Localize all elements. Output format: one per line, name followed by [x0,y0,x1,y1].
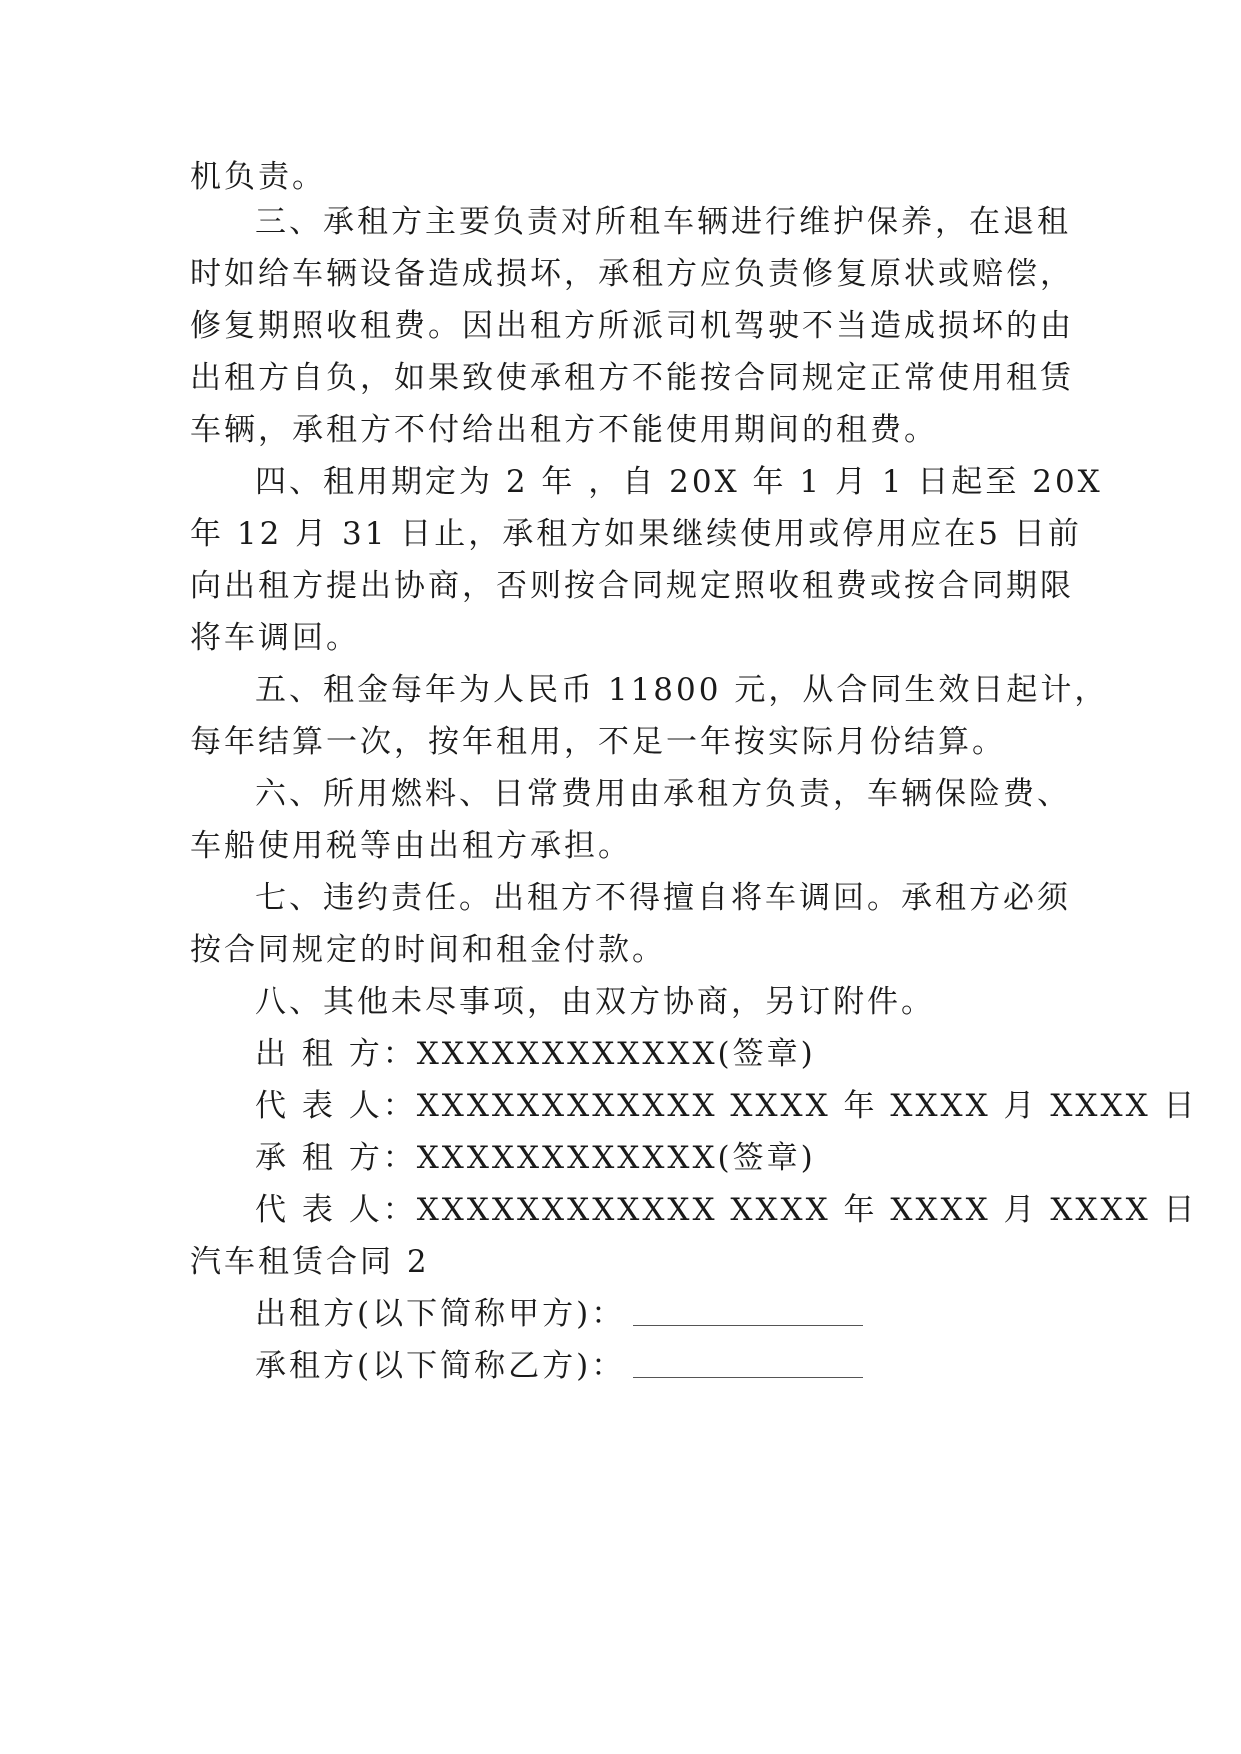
clause-4-line-1: 四、租用期定为 2 年 ，自 20X 年 1 月 1 日起至 20X [255,464,1103,500]
clause-3-line-4: 出租方自负，如果致使承租方不能按合同规定正常使用租赁 [190,360,1074,396]
clause-4-line-3: 向出租方提出协商，否则按合同规定照收租费或按合同期限 [190,568,1074,604]
party-a-line [255,1294,1135,1334]
party-b-line [255,1346,1135,1386]
clause-3-line-2: 时如给车辆设备造成损坏，承租方应负责修复原状或赔偿， [190,256,1074,292]
party-b-label: 承租方(以下简称乙方)： [255,1348,626,1384]
text-line-1: 机负责。 [190,159,326,195]
clause-4-line-2: 年 12 月 31 日止，承租方如果继续使用或停用应在5 日前 [190,516,1082,552]
clause-7-line-2: 按合同规定的时间和租金付款。 [190,932,666,968]
clause-6-line-1: 六、所用燃料、日常费用由承租方负责，车辆保险费、 [255,776,1071,812]
lessee-representative-line: 代 表 人：XXXXXXXXXXXX XXXX 年 XXXX 月 XXXX 日 [255,1192,1198,1228]
lessor-representative-line: 代 表 人：XXXXXXXXXXXX XXXX 年 XXXX 月 XXXX 日 [255,1088,1198,1124]
party-a-blank [633,1295,863,1326]
clause-8-line-1: 八、其他未尽事项，由双方协商，另订附件。 [255,984,935,1020]
clause-7-line-1: 七、违约责任。出租方不得擅自将车调回。承租方必须 [255,880,1071,916]
clause-5-line-2: 每年结算一次，按年租用，不足一年按实际月份结算。 [190,724,1006,760]
party-b-blank [633,1347,863,1378]
clause-3-line-3: 修复期照收租费。因出租方所派司机驾驶不当造成损坏的由 [190,308,1074,344]
lessor-signature-line: 出 租 方：XXXXXXXXXXXX(签章) [255,1036,816,1072]
clause-5-line-1: 五、租金每年为人民币 11800 元，从合同生效日起计， [255,672,1109,708]
clause-3-line-5: 车辆，承租方不付给出租方不能使用期间的租费。 [190,412,938,448]
clause-4-line-4: 将车调回。 [190,620,360,656]
party-a-label: 出租方(以下简称甲方)： [255,1296,626,1332]
clause-3-line-1: 三、承租方主要负责对所租车辆进行维护保养，在退租 [255,204,1071,240]
contract-2-title: 汽车租赁合同 2 [190,1244,430,1280]
lessee-signature-line: 承 租 方：XXXXXXXXXXXX(签章) [255,1140,816,1176]
clause-6-line-2: 车船使用税等由出租方承担。 [190,828,632,864]
